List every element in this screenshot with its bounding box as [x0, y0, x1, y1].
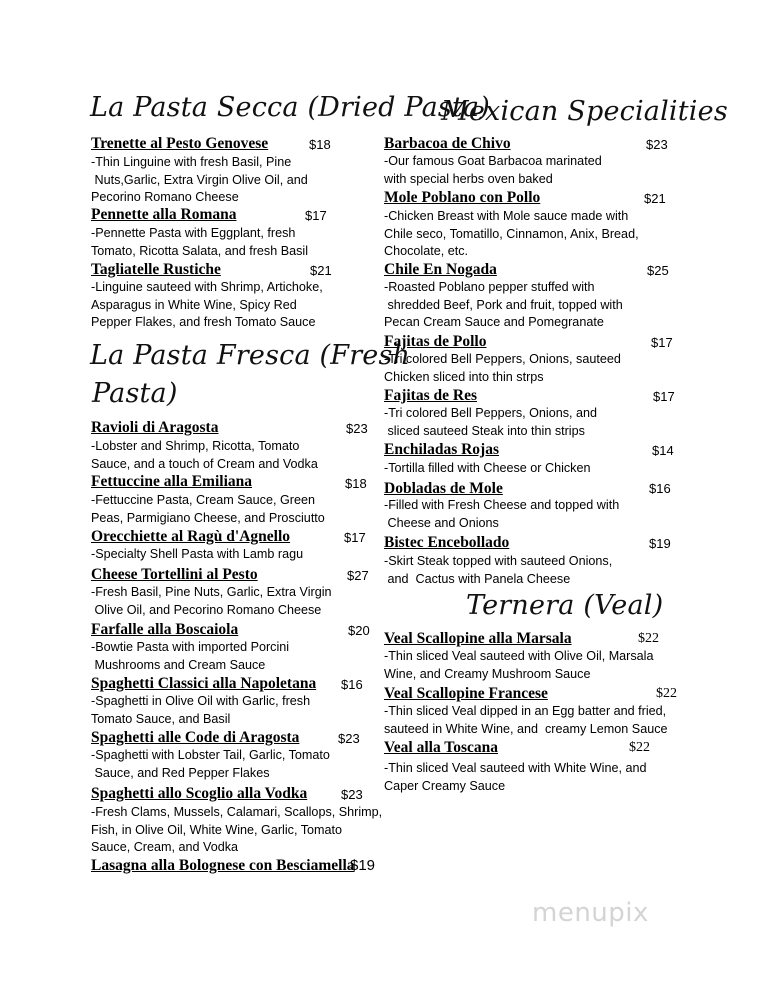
menu-item-description: -Tri colored Bell Peppers, Onions, sauteed Chicken sliced into thin strps	[384, 352, 621, 384]
menu-item-price: $19	[649, 536, 671, 551]
menu-item-description: -Spaghetti with Lobster Tail, Garlic, Tomato Sauce, and Red Pepper Flakes	[91, 748, 330, 780]
menu-item-description: -Pennette Pasta with Eggplant, fresh Tomato, Ricotta Salata, and fresh Basil	[91, 226, 309, 258]
menu-item-description: -Fettuccine Pasta, Cream Sauce, Green Peas, Parmigiano Cheese, and Prosciutto	[91, 493, 325, 525]
menu-item-price: $19	[350, 857, 376, 874]
menu-item-name: Fajitas de Res	[384, 387, 477, 404]
menu-item-name: Barbacoa de Chivo	[384, 135, 511, 152]
menu-item-name: Chile En Nogada	[384, 261, 497, 278]
menu-item-price: $14	[652, 443, 674, 458]
menu-item-name: Bistec Encebollado	[384, 534, 510, 551]
menu-item-description: -Tortilla filled with Cheese or Chicken	[384, 461, 591, 475]
menu-item-description: -Thin sliced Veal sauteed with White Wine, and Caper Creamy Sauce	[384, 761, 647, 793]
menu-item-name: Ravioli di Aragosta	[91, 419, 219, 436]
menu-item-name: Spaghetti allo Scoglio alla Vodka	[91, 785, 308, 802]
menu-item-price: $21	[644, 191, 666, 206]
menu-item-name: Trenette al Pesto Genovese	[91, 135, 269, 152]
menu-item-description: -Our famous Goat Barbacoa marinated with special herbs oven baked	[384, 154, 602, 186]
menu-item-price: $20	[348, 623, 370, 638]
menu-item-price: $23	[646, 137, 668, 152]
menu-item-name: Orecchiette al Ragù d'Agnello	[91, 528, 291, 545]
menu-item-name: Spaghetti Classici alla Napoletana	[91, 675, 317, 692]
section-heading-pasta-fresca-cont	[92, 378, 178, 409]
menu-item-name: Farfalle alla Boscaiola	[91, 621, 239, 638]
menu-item-name: Fettuccine alla Emiliana	[91, 473, 253, 490]
section-heading-veal: Ternera (Veal)	[466, 590, 664, 621]
section-heading-mexican: Mexican Specialities	[441, 96, 728, 127]
menu-item-name: Veal Scallopine alla Marsala	[384, 630, 572, 647]
menu-item-name: Dobladas de Mole	[384, 480, 503, 497]
menu-item-description: -Bowtie Pasta with imported Porcini Mushrooms and Cream Sauce	[91, 640, 290, 672]
section-heading-pasta-secca: La Pasta Secca (Dried Pasta)	[90, 92, 491, 123]
menu-item-name: Spaghetti alle Code di Aragosta	[91, 729, 300, 746]
menu-item-price: $17	[305, 208, 327, 223]
menu-item-description: -Specialty Shell Pasta with Lamb ragu	[91, 547, 304, 561]
menu-item-price: $18	[345, 476, 367, 491]
menu-item-description: -Thin Linguine with fresh Basil, Pine Nuts,Garlic, Extra Virgin Olive Oil, and Pecorino Romano Cheese	[91, 155, 308, 204]
menu-item-description: -Chicken Breast with Mole sauce made with Chile seco, Tomatillo, Cinnamon, Anix, Bread, Chocolate, etc.	[384, 209, 639, 258]
watermark-logo: menupix	[532, 898, 649, 928]
menu-item-price: $25	[647, 263, 669, 278]
menu-item-price: $23	[346, 421, 368, 436]
menu-item-price: $18	[309, 137, 331, 152]
menu-item-name: Cheese Tortellini al Pesto	[91, 566, 258, 583]
menu-item-name: Enchiladas Rojas	[384, 441, 499, 458]
menu-item-price: $23	[341, 787, 363, 802]
menu-item-price: $17	[653, 389, 675, 404]
menu-item-description: -Spaghetti in Olive Oil with Garlic, fresh Tomato Sauce, and Basil	[91, 694, 311, 726]
section-heading-line: La Pasta Fresca (Fresh	[90, 340, 411, 371]
menu-item-description: -Thin sliced Veal dipped in an Egg batter and fried, sauteed in White Wine, and creamy Lemon Sauce	[384, 704, 668, 736]
menu-item-price: $22	[638, 631, 659, 646]
menu-item-price: $21	[310, 263, 332, 278]
section-heading-line: Pasta)	[92, 378, 178, 409]
menu-item-price: $27	[347, 568, 369, 583]
menu-item-price: $17	[651, 335, 673, 350]
menu-item-name: Lasagna alla Bolognese con Besciamella	[91, 857, 355, 874]
menu-item-name: Pennette alla Romana	[91, 206, 237, 223]
menu-item-description: -Fresh Clams, Mussels, Calamari, Scallops, Shrimp, Fish, in Olive Oil, White Wine, Garlic, Tomato Sauce, Cream, and Vodka	[91, 805, 383, 854]
menu-item-description: -Fresh Basil, Pine Nuts, Garlic, Extra Virgin Olive Oil, and Pecorino Romano Cheese	[91, 585, 332, 617]
menu-item-description: -Roasted Poblano pepper stuffed with shredded Beef, Pork and fruit, topped with Pecan Cream Sauce and Pomegranate	[384, 280, 623, 329]
menu-item-price: $16	[341, 677, 363, 692]
menu-item-price: $23	[338, 731, 360, 746]
menu-item-description: -Tri colored Bell Peppers, Onions, and sliced sauteed Steak into thin strips	[384, 406, 598, 438]
menu-item-name: Veal Scallopine Francese	[384, 685, 548, 702]
menu-item-name: Veal alla Toscana	[384, 739, 498, 756]
menu-item-price: $16	[649, 481, 671, 496]
menu-item-price: $17	[344, 530, 366, 545]
menu-item-description: -Lobster and Shrimp, Ricotta, Tomato Sauce, and a touch of Cream and Vodka	[91, 439, 318, 471]
menu-item-price: $22	[656, 686, 677, 701]
section-heading-pasta-fresca	[90, 340, 410, 371]
menu-item-name: Tagliatelle Rustiche	[91, 261, 221, 278]
menu-item-description: -Linguine sauteed with Shrimp, Artichoke, Asparagus in White Wine, Spicy Red Pepper Flakes, and fresh Tomato Sauce	[91, 280, 323, 329]
menu-item-name: Mole Poblano con Pollo	[384, 189, 541, 206]
menu-item-description: -Filled with Fresh Cheese and topped with Cheese and Onions	[384, 498, 620, 530]
menu-item-price: $22	[629, 740, 650, 755]
menu-item-name: Fajitas de Pollo	[384, 333, 487, 350]
menu-item-description: -Thin sliced Veal sauteed with Olive Oil, Marsala Wine, and Creamy Mushroom Sauce	[384, 649, 654, 681]
menu-item-description: -Skirt Steak topped with sauteed Onions, and Cactus with Panela Cheese	[384, 554, 613, 586]
